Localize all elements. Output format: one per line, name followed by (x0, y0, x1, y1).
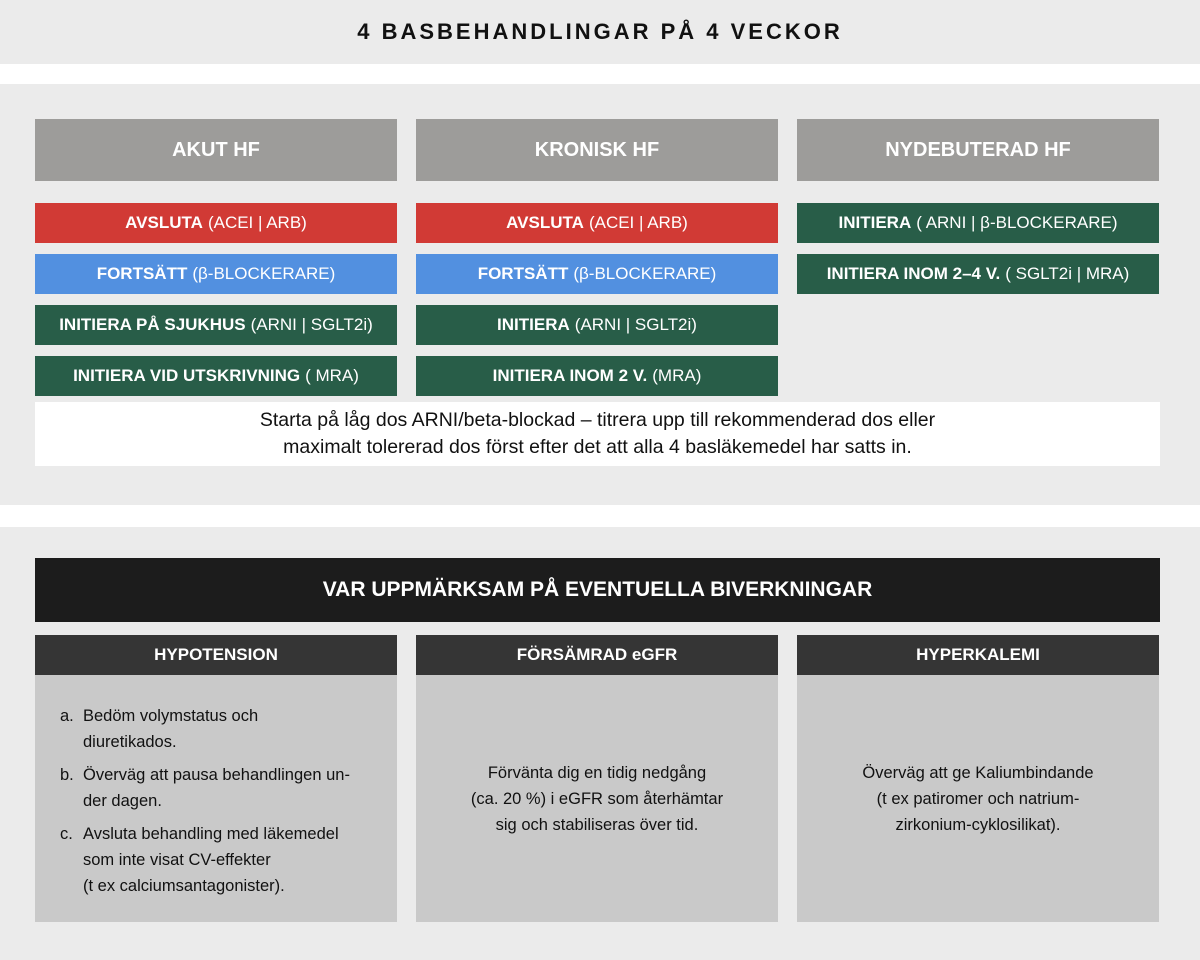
step-fortsatt (35, 254, 397, 294)
column-nydebuterad-hf (797, 119, 1159, 294)
step-detail: (ACEI | ARB) (588, 213, 688, 232)
list-line: Bedöm volymstatus och (83, 707, 259, 725)
page-title: 4 BASBEHANDLINGAR PÅ 4 VECKOR (357, 19, 843, 44)
dosage-note (35, 402, 1160, 466)
card-heading: FÖRSÄMRAD eGFR (416, 635, 778, 675)
step-strong: INITIERA VID UTSKRIVNING (73, 366, 301, 385)
card-line: Förvänta dig en tidig nedgång (487, 763, 707, 782)
list-line: Avsluta behandling med läkemedel (83, 825, 339, 843)
egfr-card (416, 635, 778, 922)
list-letter: c. (60, 825, 73, 843)
list-letter: b. (60, 766, 74, 784)
note-line: Starta på låg dos ARNI/beta-blockad – titrera upp till rekommenderad dos eller (259, 409, 936, 431)
step-strong: INITIERA PÅ SJUKHUS (59, 315, 246, 334)
step-detail: (ACEI | ARB) (207, 213, 307, 232)
side-effects-panel (0, 527, 1200, 960)
list-line: som inte visat CV-effekter (83, 851, 271, 869)
card-heading: HYPERKALEMI (797, 635, 1159, 675)
list-line: der dagen. (83, 792, 162, 810)
list-text (83, 703, 377, 755)
side-effects-heading: VAR UPPMÄRKSAM PÅ EVENTUELLA BIVERKNINGAR (35, 558, 1160, 622)
step-initiera-sjukhus (35, 305, 397, 345)
step-fortsatt (416, 254, 778, 294)
column-akut-hf (35, 119, 397, 396)
step-strong: INITIERA INOM 2 V. (492, 366, 648, 385)
step-strong: FORTSÄTT (96, 264, 188, 283)
list-line: Överväg att pausa behandlingen un- (83, 766, 350, 784)
list-item (60, 703, 377, 755)
card-line: sig och stabiliseras över tid. (495, 815, 699, 834)
step-strong: AVSLUTA (506, 213, 584, 232)
step-initiera-inom-2v (416, 356, 778, 396)
card-line: (t ex patiromer och natrium- (876, 789, 1080, 808)
column-heading: KRONISK HF (416, 119, 778, 181)
step-strong: INITIERA (497, 315, 570, 334)
hypotension-list (35, 675, 397, 899)
step-initiera (797, 203, 1159, 243)
list-line: diuretikados. (83, 733, 177, 751)
list-line: (t ex calciumsantagonister). (83, 877, 285, 895)
card-heading: HYPOTENSION (35, 635, 397, 675)
hyperkalemi-card (797, 635, 1159, 922)
card-body (416, 675, 778, 922)
step-detail: (ARNI | SGLT2i) (574, 315, 697, 334)
treatment-panel (0, 84, 1200, 505)
column-heading: NYDEBUTERAD HF (797, 119, 1159, 181)
card-line: zirkonium-cyklosilikat). (895, 815, 1061, 834)
step-detail: (ARNI | SGLT2i) (250, 315, 373, 334)
step-detail: (β-BLOCKERARE) (573, 264, 717, 283)
list-item (60, 821, 377, 899)
list-item (60, 762, 377, 814)
note-line: maximalt tolererad dos först efter det att alla 4 basläkemedel har satts in. (283, 436, 912, 458)
step-detail: ( MRA) (305, 366, 359, 385)
step-strong: INITIERA (838, 213, 912, 232)
step-avsluta (416, 203, 778, 243)
list-letter: a. (60, 707, 74, 725)
hypotension-card (35, 635, 397, 922)
list-text (83, 821, 377, 899)
step-initiera-inom-2-4v (797, 254, 1159, 294)
step-detail: (β-BLOCKERARE) (192, 264, 336, 283)
step-detail: ( SGLT2i | MRA) (1005, 264, 1130, 283)
step-strong: FORTSÄTT (477, 264, 569, 283)
step-detail: ( ARNI | β-BLOCKERARE) (916, 213, 1118, 232)
step-detail: (MRA) (652, 366, 702, 385)
card-line: (ca. 20 %) i eGFR som återhämtar (470, 789, 724, 808)
list-text (83, 762, 377, 814)
card-body (35, 675, 397, 922)
step-strong: INITIERA INOM 2–4 V. (826, 264, 1001, 283)
column-kronisk-hf (416, 119, 778, 396)
step-strong: AVSLUTA (125, 213, 203, 232)
step-avsluta (35, 203, 397, 243)
card-line: Överväg att ge Kaliumbindande (862, 763, 1094, 782)
step-initiera-utskrivning (35, 356, 397, 396)
column-heading: AKUT HF (35, 119, 397, 181)
title-band (0, 0, 1200, 64)
step-initiera (416, 305, 778, 345)
card-body (797, 675, 1159, 922)
